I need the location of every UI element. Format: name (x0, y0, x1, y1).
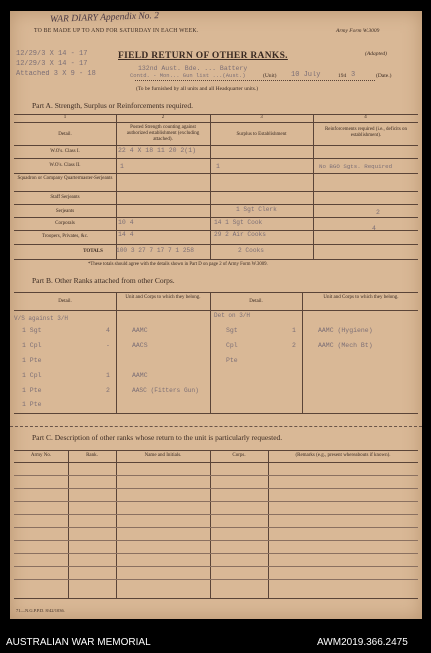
part-a-header-rule (14, 145, 418, 146)
col-num-4: 4 (364, 115, 367, 120)
row-rule-1 (14, 158, 418, 159)
totals-surplus: 2 Cooks (238, 247, 264, 254)
part-b-left-num-1: 4 (106, 327, 110, 334)
part-b-header-unit-1: Unit and Corps to which they belong. (125, 295, 201, 300)
part-b-left-unit-1: AAMC (132, 327, 148, 334)
part-c-header-corps: Corps. (232, 453, 246, 458)
part-b-left-num-2: - (106, 342, 110, 349)
part-b-left-detail-3: 1 Pte (22, 357, 42, 364)
totals-label: TOTALS (83, 249, 103, 254)
year-suffix: 3 (351, 71, 356, 79)
part-b-right-detail-2: Cpl (226, 342, 238, 349)
part-c-row-rule (14, 488, 418, 489)
part-c-header-rule (14, 462, 418, 463)
part-c-col-divider-2 (116, 450, 117, 598)
part-b-header-unit-2: Unit and Corps to which they belong. (323, 295, 399, 300)
footer-institution: AUSTRALIAN WAR MEMORIAL (6, 637, 151, 648)
part-b-left-note: V/S against 3/H (14, 315, 69, 322)
row-surplus-cpls: 14 1 Sgt Cook (214, 219, 263, 226)
part-c-col-divider-3 (210, 450, 211, 598)
row-label-wo1: W.O's. Class I. (50, 149, 80, 154)
section-separator (10, 426, 422, 427)
typed-unit-2: Contd. - Mon... Gun list ...(Aust.) (130, 72, 246, 79)
unit-rule (135, 80, 290, 81)
row-reinf-wo2: No BGO Sgts. Required (319, 163, 393, 170)
row-reinf-sgts: 2 (376, 209, 380, 216)
col-num-1: 1 (63, 115, 67, 120)
col-header-detail: Detail. (58, 132, 72, 137)
year-prefix: 194 (338, 73, 347, 79)
totals-posted: 100 3 27 7 17 7 1 258 (116, 247, 194, 254)
form-title: FIELD RETURN OF OTHER RANKS. (118, 51, 288, 61)
part-b-right-unit-1: AAMC (Hygiene) (318, 327, 373, 334)
part-b-col-divider-1 (116, 292, 117, 413)
row-label-privates: Troopers, Privates, &c. (41, 234, 89, 239)
row-label-cqms: Squadron or Company Quartermaster-Serjeants (17, 176, 113, 181)
part-c-top-rule (14, 450, 418, 451)
adapted-label: (Adapted) (365, 51, 387, 57)
row-surplus-wo2: 1 (216, 163, 220, 170)
form-sheet (10, 11, 422, 619)
col-num-3: 3 (260, 115, 263, 120)
date-rule (290, 80, 375, 81)
part-c-heading: Part C. Description of other ranks whose return to the unit is particularly requested. (32, 433, 283, 442)
part-c-col-divider-1 (68, 450, 69, 598)
part-c-row-rule (14, 475, 418, 476)
part-c-row-rule (14, 553, 418, 554)
row-label-cpls: Corporals (55, 221, 75, 226)
furnished-note: (To be furnished by all units and all Headquarter units.) (136, 86, 259, 92)
part-b-left-detail-6: 1 Pte (22, 401, 42, 408)
part-b-bottom-rule (14, 413, 418, 414)
part-c-row-rule (14, 566, 418, 567)
part-c-row-rule (14, 514, 418, 515)
part-b-heading: Part B. Other Ranks attached from other Corps. (32, 276, 175, 285)
row-reinf-cpls: 4 (372, 225, 376, 232)
part-b-right-num-2: 2 (292, 342, 296, 349)
date-label: (Date.) (376, 73, 392, 79)
row-posted-wo1: 22 4 X 18 11 20 2(1) (118, 147, 197, 154)
part-a-num-rule (14, 122, 418, 123)
part-b-left-unit-2: AACS (132, 342, 148, 349)
part-b-left-unit-5: AASC (Fitters Gun) (132, 387, 199, 394)
row-rule-3 (14, 191, 418, 192)
part-c-col-divider-4 (268, 450, 269, 598)
row-surplus-privates: 29 2 Air Cooks (214, 231, 266, 238)
part-c-header-rank: Rank. (86, 453, 98, 458)
row-rule-5 (14, 217, 418, 218)
part-b-right-unit-2: AAMC (Mech Bt) (318, 342, 373, 349)
typed-line-2: 12/29/3 X 14 - 17 (16, 60, 88, 68)
typed-line-3: Attached 3 X 9 - 18 (16, 70, 96, 78)
part-c-row-rule (14, 527, 418, 528)
part-b-col-divider-3 (302, 292, 303, 413)
part-c-row-rule (14, 540, 418, 541)
part-b-col-divider-2 (210, 292, 211, 413)
war-diary-note: WAR DIARY Appendix No. 2 (49, 11, 160, 25)
col-num-2: 2 (161, 115, 165, 120)
row-rule-4 (14, 204, 418, 205)
col-header-reinforcements: Reinforcements required (i.e., deficits on establishment). (324, 127, 408, 138)
part-b-top-rule (14, 292, 418, 293)
row-posted-privates: 14 4 (118, 231, 134, 238)
part-b-left-detail-4: 1 Cpl (22, 372, 42, 379)
part-b-left-num-5: 2 (106, 387, 110, 394)
footer-accession-number: AWM2019.366.2475 (317, 637, 408, 648)
unit-label: (Unit) (263, 73, 277, 79)
part-b-right-detail-3: Pte (226, 357, 238, 364)
typed-date: 10 July (291, 71, 321, 79)
row-label-staff-sgts: Staff Serjeants (50, 195, 80, 200)
part-b-left-detail-1: 1 Sgt (22, 327, 42, 334)
row-rule-2 (14, 173, 418, 174)
part-b-left-num-4: 1 (106, 372, 110, 379)
part-a-col-divider-1 (116, 114, 117, 259)
form-number: Army Form W.3009 (336, 28, 380, 34)
row-rule-7 (14, 244, 418, 245)
row-surplus-sgts: 1 Sgt Clerk (236, 206, 277, 213)
part-c-row-rule (14, 501, 418, 502)
row-label-wo2: W.O's. Class II. (49, 163, 81, 168)
print-code: 71—N.G.P.P.D. 8/42/1036. (16, 608, 65, 613)
part-b-right-num-1: 1 (292, 327, 296, 334)
part-c-header-remarks: (Remarks (e.g., present whereabouts if known). (295, 453, 391, 458)
part-a-bottom-rule (14, 259, 418, 260)
archive-footer (0, 635, 431, 653)
part-c-row-rule (14, 579, 418, 580)
part-b-header-rule (14, 310, 418, 311)
part-a-heading: Part A. Strength, Surplus or Reinforcements required. (32, 101, 194, 110)
part-b-left-detail-2: 1 Cpl (22, 342, 42, 349)
instruction-text: TO BE MADE UP TO AND FOR SATURDAY IN EACH WEEK. (34, 28, 199, 34)
typed-line-1: 12/29/3 X 14 - 17 (16, 50, 88, 58)
row-posted-cpls: 10 4 (118, 219, 134, 226)
part-c-header-army-no: Army No. (30, 453, 52, 458)
row-posted-wo2: 1 (120, 163, 124, 170)
part-b-left-unit-4: AAMC (132, 372, 148, 379)
col-header-surplus: Surplus to Establishment (236, 132, 287, 137)
part-a-col-divider-3 (313, 114, 314, 259)
part-c-bottom-rule (14, 598, 418, 599)
typed-unit: 132nd Aust. Bde. ... Battery (138, 65, 248, 72)
part-b-header-detail-2: Detail. (249, 299, 263, 304)
col-header-posted: Posted Strength counting against authorized establishment (excluding attached). (126, 125, 200, 142)
part-b-header-detail-1: Detail. (58, 299, 72, 304)
part-c-header-name: Name and Initials. (144, 453, 182, 458)
row-label-sgts: Serjeants (55, 209, 75, 214)
part-a-footnote: *These totals should agree with the details shown in Part D on page 2 of Army Form W.3009. (88, 262, 268, 267)
part-b-right-note: Det on 3/H (214, 312, 251, 319)
part-b-right-detail-1: Sgt (226, 327, 238, 334)
part-b-left-detail-5: 1 Pte (22, 387, 42, 394)
